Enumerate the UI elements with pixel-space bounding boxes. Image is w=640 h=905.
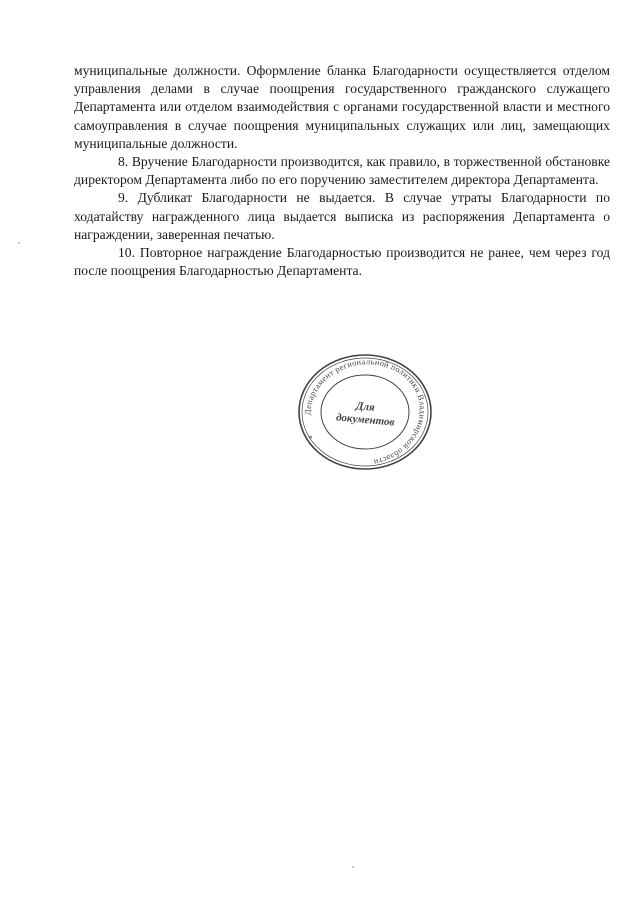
scan-speck (352, 866, 354, 868)
text-line: отделом управления делами в случае поощрения государственного гражданского (74, 63, 610, 97)
paragraph-9 (74, 189, 610, 244)
seal-center-line-1: Для (355, 400, 376, 414)
text-line: чем через год после поощрения Благодарностью Департамента. (74, 245, 610, 279)
text-line: муниципальных служащих или лиц, замещающих муниципальные должности. (74, 117, 610, 151)
text-line: государственной власти и местного самоуправления в случае поощрения (74, 99, 610, 133)
text-line: 9. Дубликат Благодарности не выдается. В случае утраты Благодарности (118, 190, 587, 206)
seal-center-line-2: документов (335, 411, 395, 429)
seal-ring-text: Департамент региональной политики Владимирской области (303, 357, 427, 467)
text-line: Департамента о награждении, заверенная печатью. (74, 208, 610, 242)
paragraph-8 (74, 153, 610, 189)
text-line: обстановке директором Департамента либо по его поручению заместителем (74, 154, 610, 188)
paragraph-continuation (74, 62, 610, 153)
text-line: муниципальные должности. Оформление бланка Благодарности осуществляется (74, 63, 557, 78)
text-line: 10. Повторное награждение Благодарностью производится не ранее, (118, 245, 524, 261)
text-line: 8. Вручение Благодарности производится, как правило, в торжественной (118, 154, 542, 170)
text-line: директора Департамента. (451, 172, 599, 188)
seal-star: * (308, 434, 313, 444)
paragraph-10 (74, 244, 610, 280)
document-body (74, 62, 610, 280)
scan-speck (18, 242, 20, 244)
text-line: по ходатайству награжденного лица выдается выписка из распоряжения (74, 190, 610, 224)
official-seal (296, 352, 434, 472)
text-line: служащего Департамента или отделом взаимодействия с органами (74, 81, 610, 115)
